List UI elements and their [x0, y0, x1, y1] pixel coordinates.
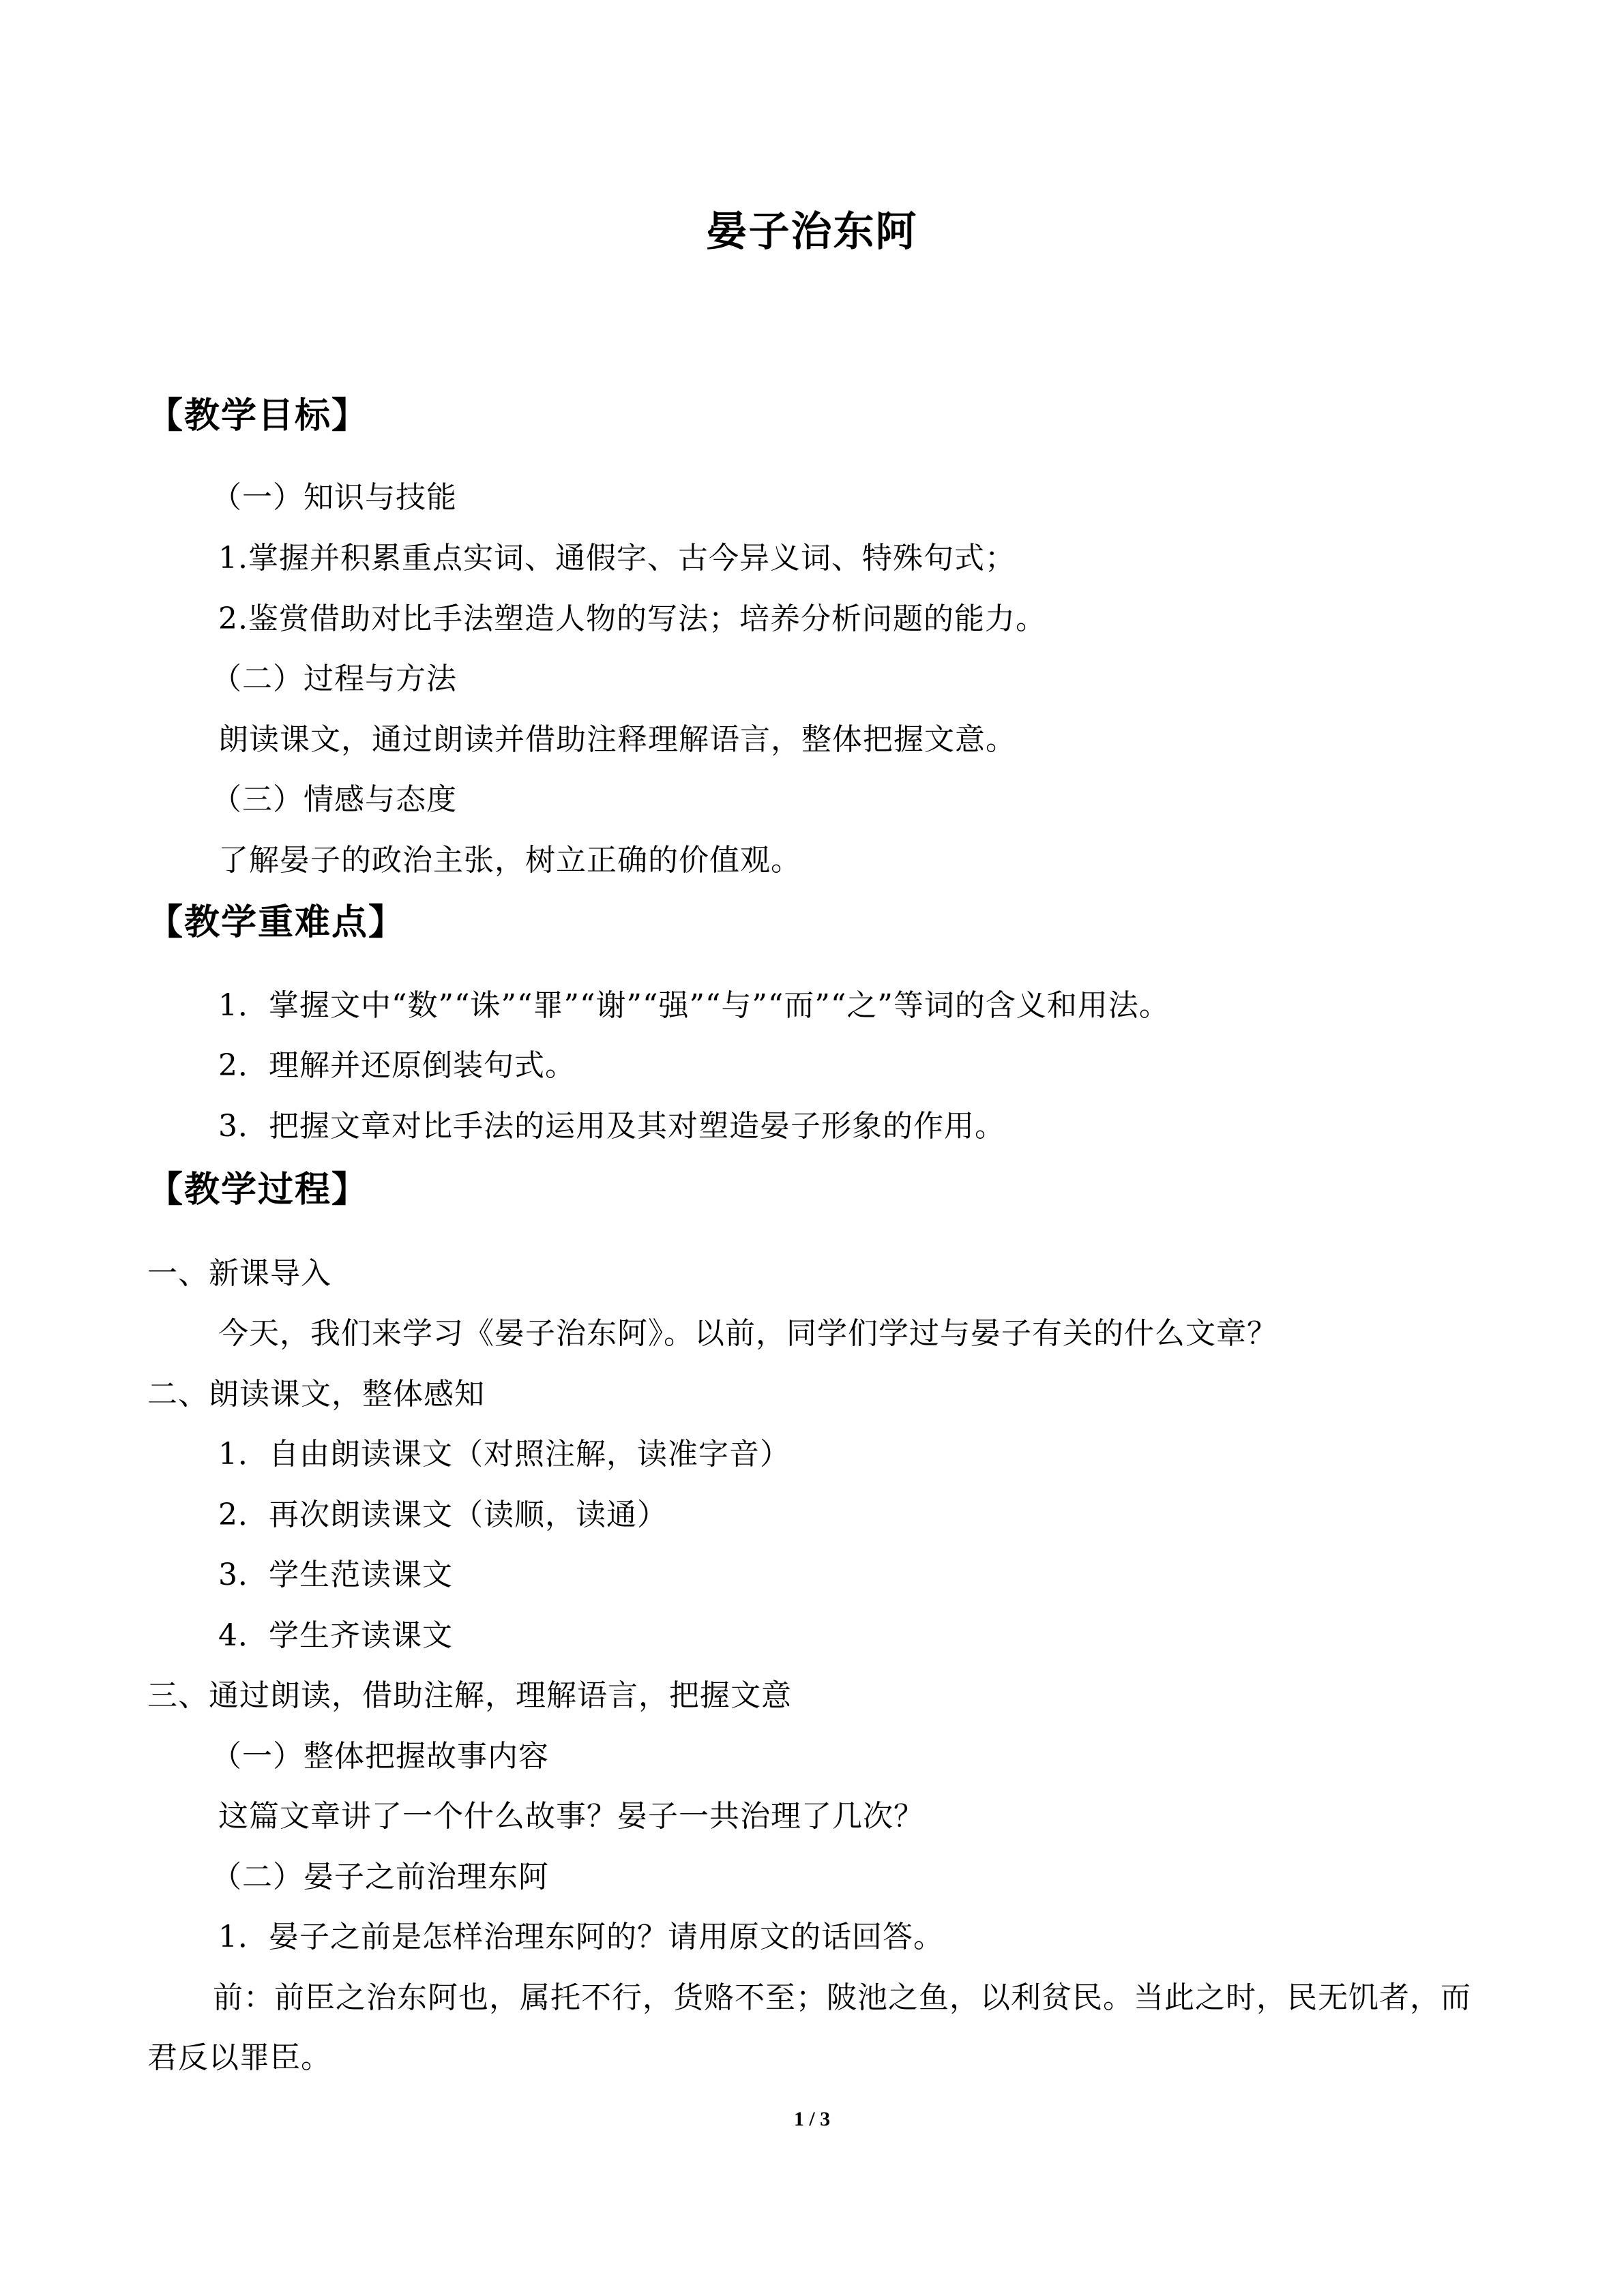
objectives-heading: 【教学目标】 — [147, 396, 369, 436]
step-3-sub-2-label: （二）晏子之前治理东阿 — [211, 1860, 549, 1894]
page-number: 1 / 3 — [793, 2108, 831, 2130]
step-3-sub-2-question: 1．晏子之前是怎样治理东阿的？请用原文的话回答。 — [218, 1920, 944, 1954]
emotion-attitude-text: 了解晏子的政治主张，树立正确的价值观。 — [218, 843, 801, 878]
step-2-item-1: 1．自由朗读课文（对照注解，读准字音） — [218, 1437, 791, 1472]
key-points-heading: 【教学重难点】 — [147, 902, 406, 943]
process-heading: 【教学过程】 — [147, 1169, 369, 1210]
step-3-sub-1-label: （一）整体把握故事内容 — [211, 1739, 549, 1774]
emotion-attitude-label: （三）情感与态度 — [211, 782, 457, 817]
step-2-item-3: 3．学生范读课文 — [218, 1557, 453, 1592]
document-title: 晏子治东阿 — [706, 208, 918, 256]
step-1-label: 一、新课导入 — [147, 1256, 331, 1291]
knowledge-item-2: 2.鉴赏借助对比手法塑造人物的写法；培养分析问题的能力。 — [218, 601, 1046, 636]
step-1-text: 今天，我们来学习《晏子治东阿》。以前，同学们学过与晏子有关的什么文章？ — [218, 1316, 1278, 1351]
key-point-item-1: 1．掌握文中“数”“诛”“罪”“谢”“强”“与”“而”“之”等词的含义和用法。 — [218, 988, 1170, 1023]
step-3-sub-1-text: 这篇文章讲了一个什么故事？晏子一共治理了几次？ — [218, 1799, 924, 1834]
step-3-sub-2-answer: 前：前臣之治东阿也，属托不行，货赂不至；陂池之鱼，以利贫民。当此之时，民无饥者，而君反以罪臣。 — [147, 1980, 1471, 2075]
step-2-item-2: 2．再次朗读课文（读顺，读通） — [218, 1497, 668, 1532]
process-method-label: （二）过程与方法 — [211, 661, 457, 696]
knowledge-skills-label: （一）知识与技能 — [211, 480, 457, 515]
step-3-label: 三、通过朗读，借助注解，理解语言，把握文意 — [147, 1678, 792, 1713]
step-2-label: 二、朗读课文，整体感知 — [147, 1377, 485, 1412]
key-point-item-3: 3．把握文章对比手法的运用及其对塑造晏子形象的作用。 — [218, 1109, 1005, 1144]
knowledge-item-1: 1.掌握并积累重点实词、通假字、古今异义词、特殊句式； — [218, 541, 1016, 576]
key-point-item-2: 2．理解并还原倒装句式。 — [218, 1048, 576, 1083]
process-method-text: 朗读课文，通过朗读并借助注释理解语言，整体把握文意。 — [218, 722, 1016, 757]
step-2-item-4: 4．学生齐读课文 — [218, 1618, 453, 1653]
